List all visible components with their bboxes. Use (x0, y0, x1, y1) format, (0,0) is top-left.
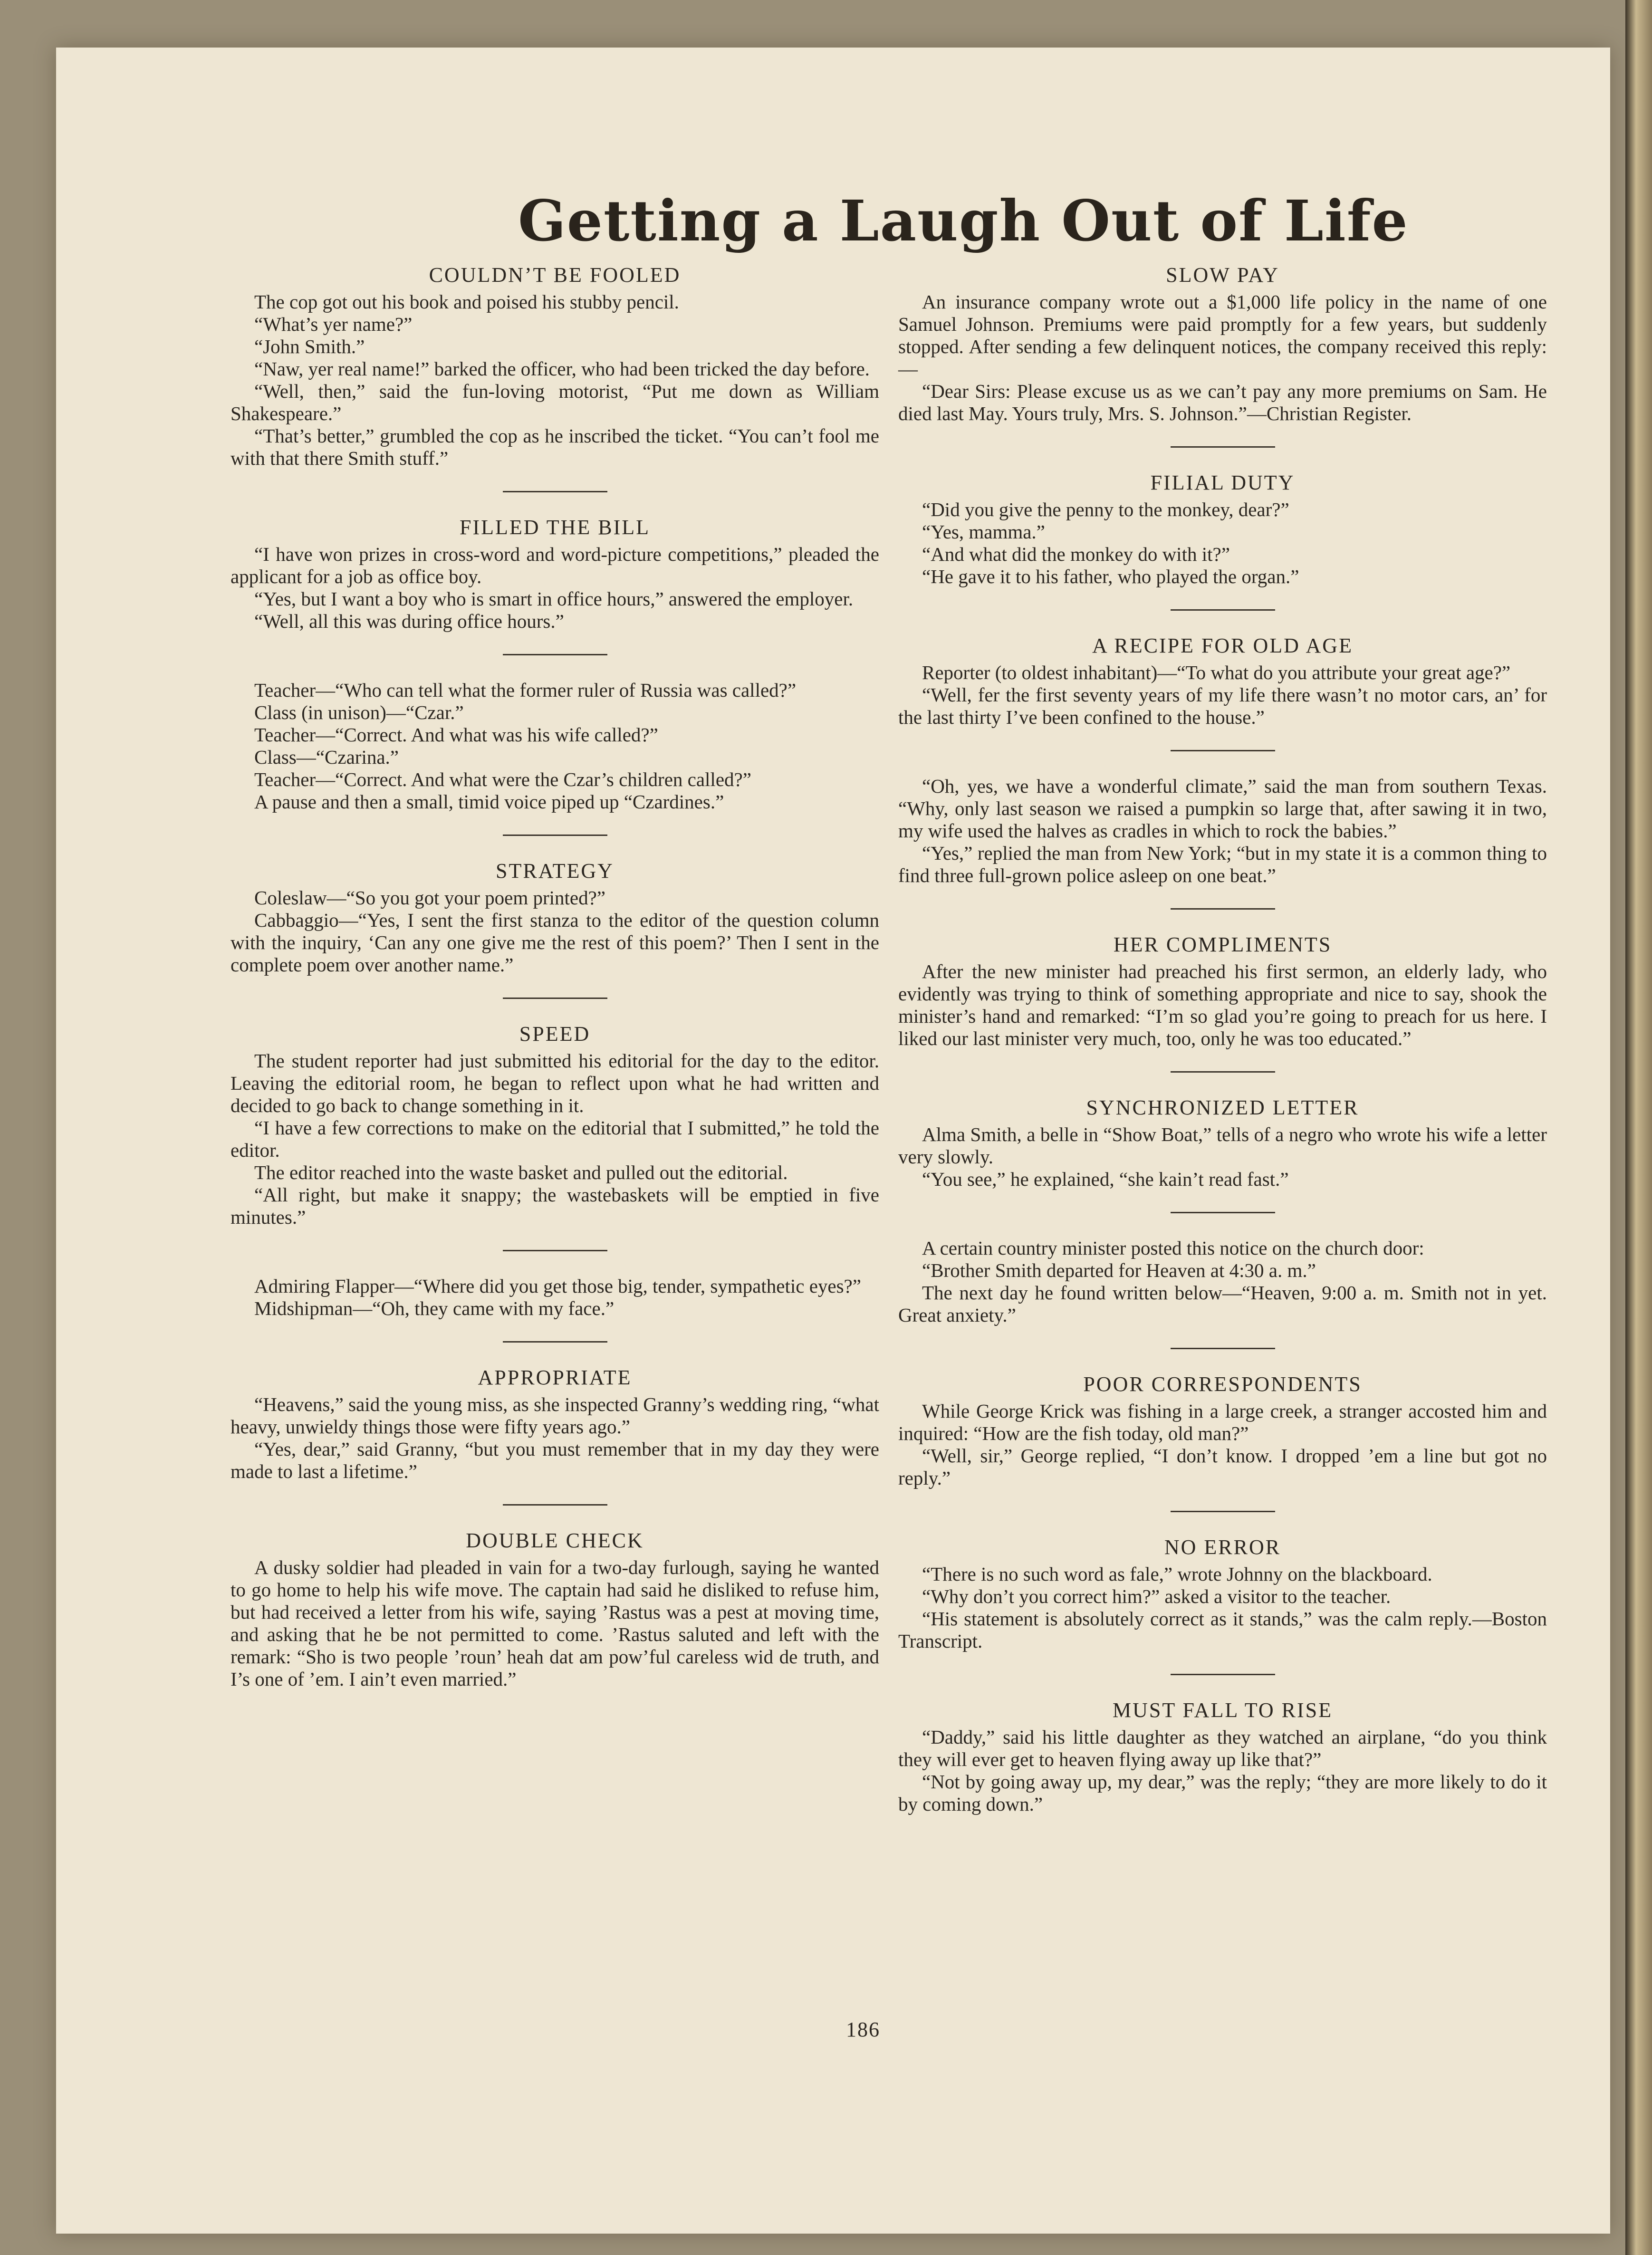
paragraph: “Not by going away up, my dear,” was the reply; “they are more likely to do it by coming down.” (898, 1771, 1547, 1815)
section-divider (503, 1250, 607, 1251)
paragraph: “That’s better,” grumbled the cop as he inscribed the ticket. “You can’t fool me with that there Smith stuff.” (231, 425, 879, 469)
paragraph: “I have a few corrections to make on the editorial that I submitted,” he told the editor. (231, 1117, 879, 1161)
paragraph: “Yes, dear,” said Granny, “but you must remember that in my day they were made to last a lifetime.” (231, 1438, 879, 1482)
paragraph: “And what did the monkey do with it?” (922, 543, 1230, 565)
paragraph: A certain country minister posted this notice on the church door: (922, 1237, 1424, 1259)
section-heading: SYNCHRONIZED LETTER (1086, 1096, 1359, 1119)
paragraph: “Naw, yer real name!” barked the officer, who had been tricked the day before. (254, 358, 870, 380)
paragraph: “What’s yer name?” (254, 313, 413, 335)
paragraph: “He gave it to his father, who played the organ.” (922, 566, 1299, 587)
page-title: Getting a Laugh Out of Life (518, 188, 1409, 254)
paragraph: “Well, then,” said the fun-loving motorist, “Put me down as William Shakespeare.” (231, 380, 879, 424)
paragraph: “His statement is absolutely correct as it stands,” was the calm reply.—Boston Transcript. (898, 1608, 1547, 1652)
section-divider (1171, 750, 1275, 751)
section-divider (1171, 1071, 1275, 1073)
paragraph: An insurance company wrote out a $1,000 life policy in the name of one Samuel Johnson. Premiums were paid promptly for a few years, but suddenly stopped. After sending a few delinquent notices, the company received this reply:— (898, 291, 1547, 380)
section-divider (1171, 1674, 1275, 1675)
paragraph: The cop got out his book and poised his stubby pencil. (254, 291, 679, 313)
section-heading: NO ERROR (1164, 1535, 1281, 1559)
section-heading: FILLED THE BILL (459, 516, 651, 539)
paragraph: While George Krick was fishing in a large creek, a stranger accosted him and inquired: “How are the fish today, old man?” (898, 1400, 1547, 1444)
section-divider (503, 654, 607, 655)
paragraph: “John Smith.” (254, 336, 365, 357)
section-heading: SLOW PAY (1166, 263, 1279, 287)
page-number: 186 (846, 2018, 880, 2041)
paragraph: “There is no such word as fale,” wrote Johnny on the blackboard. (922, 1563, 1432, 1585)
section-divider (1171, 446, 1275, 448)
paragraph: “Why don’t you correct him?” asked a visitor to the teacher. (922, 1585, 1391, 1607)
section-heading: FILIAL DUTY (1150, 471, 1295, 494)
section-heading: POOR CORRESPONDENTS (1083, 1372, 1362, 1396)
section-heading: MUST FALL TO RISE (1113, 1698, 1333, 1722)
section-heading: HER COMPLIMENTS (1113, 933, 1332, 956)
section-divider (503, 998, 607, 999)
paragraph: “I have won prizes in cross-word and word-picture competitions,” pleaded the applicant for a job as office boy. (231, 543, 879, 587)
paragraph: “Brother Smith departed for Heaven at 4:30 a. m.” (922, 1259, 1316, 1281)
section-divider (1171, 609, 1275, 611)
paragraph: Teacher—“Who can tell what the former ruler of Russia was called?” (254, 679, 797, 701)
paragraph: The editor reached into the waste basket and pulled out the editorial. (254, 1161, 788, 1183)
paragraph: Coleslaw—“So you got your poem printed?” (254, 887, 606, 909)
paragraph: “Dear Sirs: Please excuse us as we can’t pay any more premiums on Sam. He died last May. Yours truly, Mrs. S. Johnson.”—Christian Register. (898, 380, 1547, 424)
paragraph: Class—“Czarina.” (254, 746, 399, 768)
paragraph: “Yes, but I want a boy who is smart in office hours,” answered the employer. (254, 588, 854, 610)
section-heading: DOUBLE CHECK (466, 1529, 644, 1552)
paragraph: Alma Smith, a belle in “Show Boat,” tells of a negro who wrote his wife a letter very slowly. (898, 1123, 1547, 1168)
book-spine (1625, 0, 1652, 2255)
section-divider (503, 1341, 607, 1343)
paragraph: A pause and then a small, timid voice piped up “Czardines.” (254, 791, 724, 813)
paragraph: Teacher—“Correct. And what was his wife called?” (254, 724, 658, 746)
paragraph: Teacher—“Correct. And what were the Czar’s children called?” (254, 768, 751, 790)
right-column (898, 264, 1547, 1815)
paragraph: “Oh, yes, we have a wonderful climate,” said the man from southern Texas. “Why, only last season we raised a pumpkin so large that, after sawing it in two, my wife used the halves as cradles in which to rock the babies.” (898, 775, 1547, 842)
paragraph: “Yes,” replied the man from New York; “but in my state it is a common thing to find three full-grown police asleep on one beat.” (898, 842, 1547, 886)
section-divider (1171, 1348, 1275, 1349)
paragraph: Class (in unison)—“Czar.” (254, 701, 464, 723)
paragraph: A dusky soldier had pleaded in vain for a two-day furlough, saying he wanted to go home to help his wife move. The captain had said he disliked to refuse him, but had received a letter from his wife, saying ’Rastus was a pest at moving time, and asking that he be not permitted to come. ’Rastus saluted and left with the remark: “Sho is two people ’roun’ heah dat am pow’ful careless wid de truth, and I’s one of ’em. I ain’t even married.” (231, 1556, 879, 1690)
paragraph: “Well, sir,” George replied, “I don’t know. I dropped ’em a line but got no reply.” (898, 1445, 1547, 1489)
left-column (231, 264, 879, 1690)
paragraph: The student reporter had just submitted his editorial for the day to the editor. Leaving the editorial room, he began to reflect upon what he had written and decided to go back to change something in it. (231, 1050, 879, 1116)
paragraph: Cabbaggio—“Yes, I sent the first stanza to the editor of the question column with the inquiry, ‘Can any one give me the rest of this poem?’ Then I sent in the complete poem over another name.” (231, 909, 879, 976)
section-divider (1171, 1212, 1275, 1213)
paragraph: “Daddy,” said his little daughter as they watched an airplane, “do you think they will ever get to heaven flying away up like that?” (898, 1726, 1547, 1770)
paragraph: Admiring Flapper—“Where did you get those big, tender, sympathetic eyes?” (254, 1275, 861, 1297)
section-divider (1171, 908, 1275, 910)
section-heading: COULDN’T BE FOOLED (429, 263, 681, 287)
paragraph: “You see,” he explained, “she kain’t read fast.” (922, 1168, 1289, 1190)
section-divider (1171, 1511, 1275, 1512)
paragraph: “Yes, mamma.” (922, 521, 1045, 543)
paragraph: After the new minister had preached his first sermon, an elderly lady, who evidently was trying to think of something appropriate and nice to say, shook the minister’s hand and remarked: “I’m so glad you’re going to preach for us here. I liked our last minister very much, too, only he was too educated.” (898, 960, 1547, 1049)
section-heading: SPEED (519, 1022, 591, 1046)
section-divider (503, 491, 607, 492)
section-heading: STRATEGY (496, 859, 614, 883)
paragraph: Midshipman—“Oh, they came with my face.” (254, 1297, 615, 1319)
paragraph: The next day he found written below—“Heaven, 9:00 a. m. Smith not in yet. Great anxiety.” (898, 1282, 1547, 1326)
paragraph: “Heavens,” said the young miss, as she inspected Granny’s wedding ring, “what heavy, unwieldy things those were fifty years ago.” (231, 1393, 879, 1438)
paragraph: “All right, but make it snappy; the wastebaskets will be emptied in five minutes.” (231, 1184, 879, 1228)
paragraph: “Well, fer the first seventy years of my life there wasn’t no motor cars, an’ for the last thirty I’ve been confined to the house.” (898, 684, 1547, 728)
paragraph: “Did you give the penny to the monkey, dear?” (922, 499, 1289, 520)
paragraph: Reporter (to oldest inhabitant)—“To what do you attribute your great age?” (922, 662, 1511, 683)
section-heading: APPROPRIATE (478, 1366, 632, 1389)
paragraph: “Well, all this was during office hours.” (254, 610, 564, 632)
section-divider (503, 1504, 607, 1506)
section-divider (503, 835, 607, 836)
section-heading: A RECIPE FOR OLD AGE (1092, 634, 1353, 657)
